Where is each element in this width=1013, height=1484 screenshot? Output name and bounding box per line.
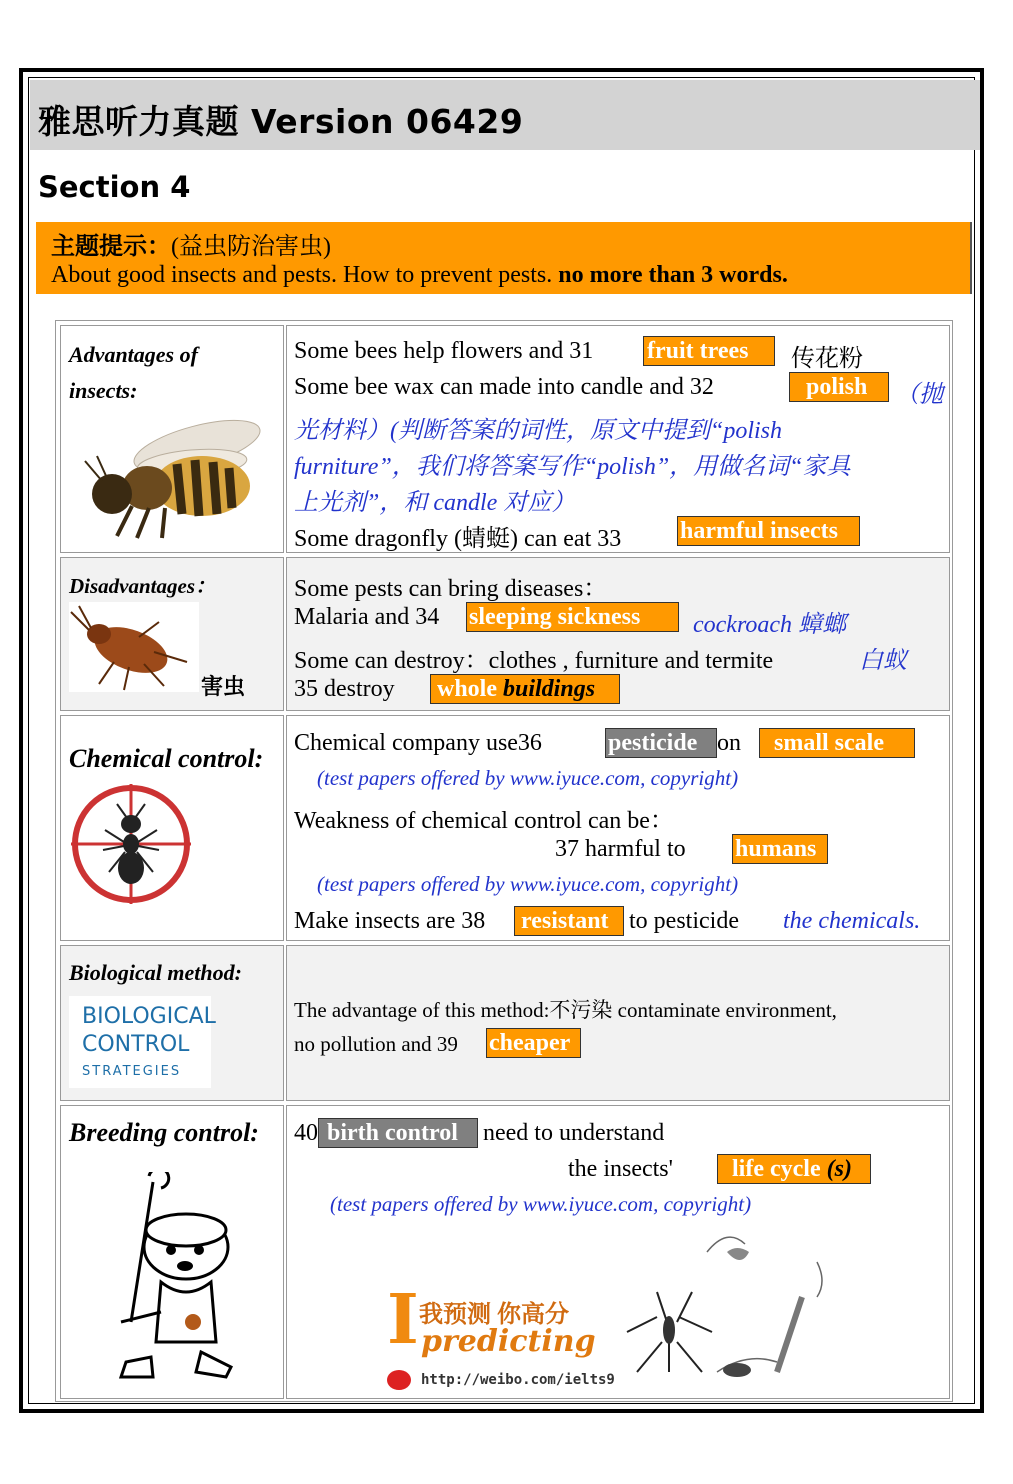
topic-en: About good insects and pests. How to prevent pests. — [51, 262, 553, 288]
answer-33: harmful insects — [677, 516, 860, 546]
chem-line-3: 37 harmful to — [555, 836, 686, 862]
copyright-note-1: (test papers offered by www.iyuce.com, copyright) — [317, 766, 739, 790]
answer-40b-word: life cycle — [732, 1156, 821, 1182]
answer-38: resistant — [514, 906, 624, 936]
ipredicting-logo: I 我预测 你高分 predicting http://weibo.com/ielts9 — [387, 1280, 615, 1388]
topic-label: 主题提示： — [51, 232, 171, 260]
topic-line-1 — [51, 226, 331, 261]
answer-39: cheaper — [486, 1028, 581, 1058]
dis-note-1: cockroach 蟑螂 — [693, 612, 847, 638]
chem-note: the chemicals. — [783, 908, 921, 934]
disadvantages-label: Disadvantages： — [69, 574, 216, 598]
answer-36b: small scale — [759, 728, 915, 758]
bio-line-1: The advantage of this method:不污染 contaminate environment, — [294, 998, 837, 1022]
logo-en: predicting — [421, 1324, 596, 1359]
notes-table — [55, 320, 953, 1402]
biological-control-logo — [69, 996, 216, 1088]
disadvantages-label-cell — [60, 557, 284, 711]
biological-content-cell — [286, 945, 950, 1101]
page-title: 雅思听力真题 Version 06429 — [38, 102, 524, 141]
advantages-label: Advantages of — [69, 342, 198, 367]
logo-cn: 我预测 你高分 — [419, 1302, 569, 1328]
breed-line-1b: need to understand — [483, 1120, 665, 1146]
dis-note-2: 白蚁 — [859, 648, 907, 674]
answer-35-word-1: whole — [437, 676, 497, 702]
answer-32: polish — [789, 372, 889, 402]
breed-line-2: the insects' — [568, 1156, 673, 1182]
adv-line-2: Some bee wax can made into candle and 32 — [294, 374, 714, 400]
adv-note-2c: furniture”，我们将答案写作“polish”，用做名词“家具 — [294, 454, 851, 480]
pest-label: 害虫 — [201, 674, 246, 699]
topic-box — [36, 222, 972, 294]
adv-note-2d: 上光剂”，和 candle 对应） — [294, 490, 576, 516]
advantages-content-cell — [286, 325, 950, 553]
cockroach-icon — [69, 602, 199, 692]
breeding-label: Breeding control: — [69, 1118, 259, 1147]
answer-40: birth control — [318, 1118, 478, 1148]
ant-target-icon — [69, 782, 193, 906]
answer-31: fruit trees — [643, 336, 775, 366]
logo-url: http://weibo.com/ielts9 — [421, 1372, 615, 1388]
dis-line-3: Some can destroy：clothes , furniture and termite — [294, 648, 774, 674]
logo-line-3: STRATEGIES — [82, 1064, 182, 1079]
biological-label-cell — [60, 945, 284, 1101]
adv-note-2b: 光材料）(判断答案的词性，原文中提到“polish — [294, 418, 783, 444]
answer-36: pesticide — [605, 728, 717, 758]
dis-line-2: Malaria and 34 — [294, 604, 440, 630]
advantages-label-2: insects: — [69, 378, 138, 403]
advantages-label-cell — [60, 325, 284, 553]
disadvantages-content-cell — [286, 557, 950, 711]
breed-line-1a: 40 — [294, 1120, 318, 1146]
copyright-note-3: (test papers offered by www.iyuce.com, copyright) — [330, 1192, 752, 1216]
logo-line-1: BIOLOGICAL — [82, 1004, 216, 1029]
chem-line-4: Make insects are 38 — [294, 908, 486, 934]
bio-line-2: no pollution and 39 — [294, 1032, 458, 1056]
topic-cn: (益虫防治害虫) — [171, 234, 331, 260]
chem-on: on — [717, 730, 741, 756]
adv-note-1: 传花粉 — [791, 346, 863, 372]
chem-line-2: Weakness of chemical control can be： — [294, 808, 674, 834]
logo-line-2: CONTROL — [82, 1032, 190, 1057]
topic-line-2 — [51, 262, 788, 289]
answer-35-word-2: buildings — [503, 676, 596, 702]
golfer-dog-icon — [91, 1172, 251, 1382]
mosquito-life-cycle-icon — [617, 1222, 849, 1392]
breeding-content-cell — [286, 1105, 950, 1399]
adv-line-1: Some bees help flowers and 31 — [294, 338, 594, 364]
bee-icon — [77, 416, 267, 541]
dis-line-4: 35 destroy — [294, 676, 395, 702]
breeding-label-cell — [60, 1105, 284, 1399]
chemical-label: Chemical control: — [69, 744, 264, 773]
answer-40b — [717, 1154, 871, 1184]
chemical-content-cell — [286, 715, 950, 941]
answer-37: humans — [732, 834, 828, 864]
section-heading: Section 4 — [38, 170, 191, 204]
chemical-label-cell — [60, 715, 284, 941]
dis-line-1: Some pests can bring diseases： — [294, 576, 608, 602]
copyright-note-2: (test papers offered by www.iyuce.com, copyright) — [317, 872, 739, 896]
adv-line-3: Some dragonfly (蜻蜓) can eat 33 — [294, 526, 622, 552]
adv-note-2a: （抛 — [895, 382, 943, 408]
chem-line-4b: to pesticide — [629, 908, 739, 934]
biological-label: Biological method: — [69, 960, 242, 985]
answer-35 — [430, 674, 620, 704]
weibo-icon — [387, 1370, 411, 1390]
topic-rule: no more than 3 words. — [558, 262, 788, 288]
answer-40b-suffix: (s) — [826, 1156, 852, 1182]
chem-line-1: Chemical company use36 — [294, 730, 542, 756]
answer-34: sleeping sickness — [466, 602, 679, 632]
